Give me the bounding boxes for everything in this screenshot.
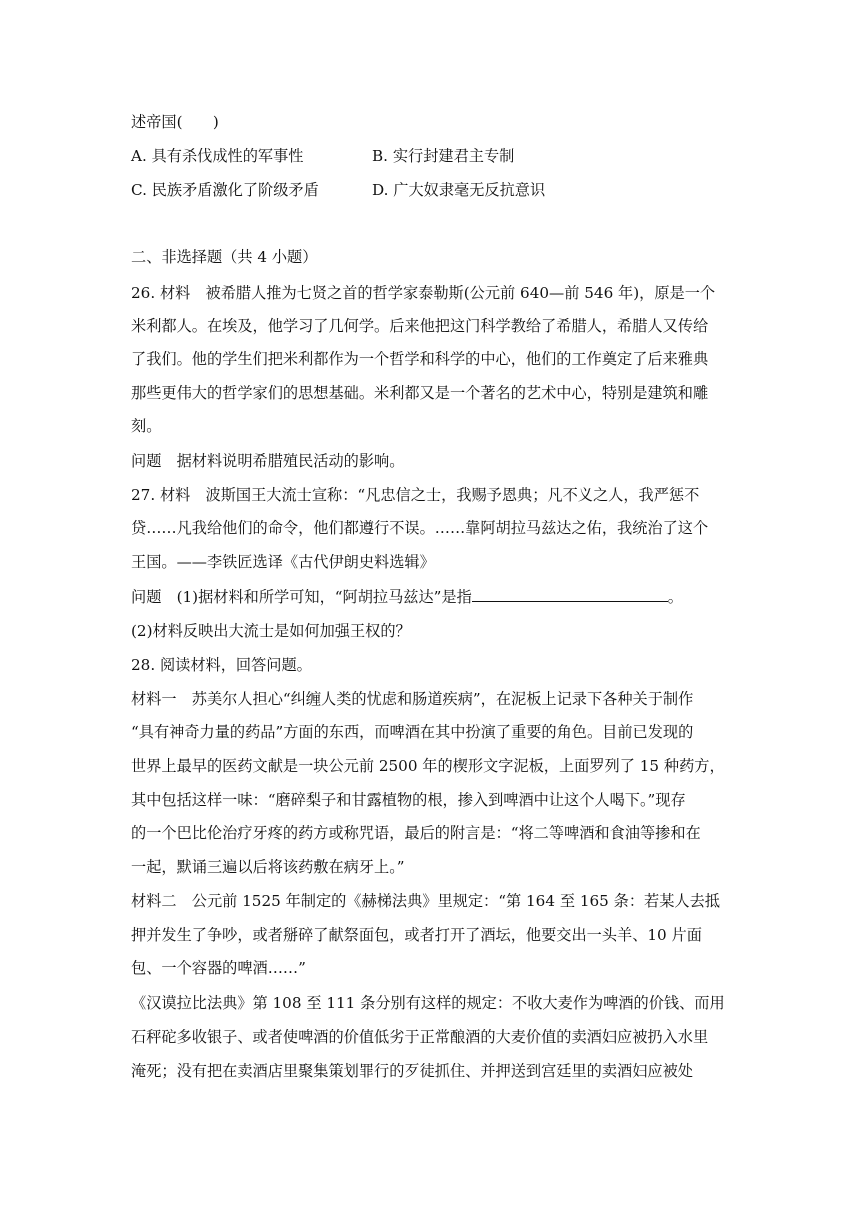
q27-text: 王国。——李铁匠选译《古代伊朗史料选辑》 bbox=[131, 553, 435, 571]
q28-material-1: 的一个巴比伦治疗牙疼的药方或称咒语，最后的附言是：“将二等啤酒和食油等掺和在 bbox=[131, 824, 701, 842]
q28-material-2: 押并发生了争吵，或者掰碎了献祭面包，或者打开了酒坛，他要交出一头羊、10 片面 bbox=[131, 926, 702, 944]
option-d: D. 广大奴隶毫无反抗意识 bbox=[372, 181, 546, 199]
q27-question-2: (2)材料反映出大流士是如何加强王权的？ bbox=[131, 622, 411, 640]
answer-blank[interactable] bbox=[472, 587, 668, 602]
q26-question: 问题 据材料说明希腊殖民活动的影响。 bbox=[131, 452, 405, 470]
q27-question-1 bbox=[131, 587, 683, 607]
q26-text: 米利都人。在埃及，他学习了几何学。后来他把这门科学教给了希腊人，希腊人又传给 bbox=[131, 317, 709, 335]
section-heading: 二、非选择题（共 4 小题） bbox=[131, 248, 318, 266]
q26-text: 26. 材料 被希腊人推为七贤之首的哲学家泰勒斯(公元前 640—前 546 年)，原是一个 bbox=[131, 284, 716, 302]
q28-material-1: 一起，默诵三遍以后将该药敷在病牙上。” bbox=[131, 858, 405, 876]
q28-material-1: 其中包括这样一味：“磨碎梨子和甘露植物的根，掺入到啤酒中让这个人喝下。”现存 bbox=[131, 791, 686, 809]
option-b: B. 实行封建君主专制 bbox=[372, 147, 515, 165]
q27-text: 27. 材料 波斯国王大流士宣称：“凡忠信之士，我赐予恩典；凡不义之人，我严惩不 bbox=[131, 486, 700, 504]
q26-text: 刻。 bbox=[131, 417, 162, 435]
q28-material-1: “具有神奇力量的药品”方面的东西，而啤酒在其中扮演了重要的角色。目前已发现的 bbox=[131, 723, 694, 741]
q28-material-1: 世界上最早的医药文献是一块公元前 2500 年的楔形文字泥板，上面罗列了 15 种药方， bbox=[131, 757, 725, 775]
q28-material-2: 淹死；没有把在卖酒店里聚集策划罪行的歹徒抓住、并押送到宫廷里的卖酒妇应被处 bbox=[131, 1062, 693, 1080]
option-a: A. 具有杀伐成性的军事性 bbox=[131, 147, 304, 165]
question-stem-end: 述帝国( ) bbox=[131, 113, 219, 131]
q26-text: 那些更伟大的哲学家们的思想基础。米利都又是一个著名的艺术中心，特别是建筑和雕 bbox=[131, 384, 709, 402]
q28-material-2: 石秤砣多收银子、或者使啤酒的价值低劣于正常酿酒的大麦价值的卖酒妇应被扔入水里 bbox=[131, 1028, 709, 1046]
q28-material-1: 材料一 苏美尔人担心“纠缠人类的忧虑和肠道疾病”，在泥板上记录下各种关于制作 bbox=[131, 690, 694, 708]
q28-material-2: 《汉谟拉比法典》第 108 至 111 条分别有这样的规定：不收大麦作为啤酒的价钱、而用 bbox=[131, 994, 725, 1012]
q28-material-2: 材料二 公元前 1525 年制定的《赫梯法典》里规定：“第 164 至 165 条：若某人去抵 bbox=[131, 892, 720, 910]
q28-heading: 28. 阅读材料，回答问题。 bbox=[131, 656, 312, 674]
q28-material-2: 包、一个容器的啤酒……” bbox=[131, 959, 306, 977]
q27-text: 贷……凡我给他们的命令，他们都遵行不误。……靠阿胡拉马兹达之佑，我统治了这个 bbox=[131, 519, 709, 537]
q27-question-1-end: 。 bbox=[667, 588, 683, 606]
q26-text: 了我们。他的学生们把米利都作为一个哲学和科学的中心，他们的工作奠定了后来雅典 bbox=[131, 350, 709, 368]
q27-question-1-text: 问题 (1)据材料和所学可知，“阿胡拉马兹达”是指 bbox=[131, 588, 472, 606]
option-c: C. 民族矛盾激化了阶级矛盾 bbox=[131, 181, 319, 199]
